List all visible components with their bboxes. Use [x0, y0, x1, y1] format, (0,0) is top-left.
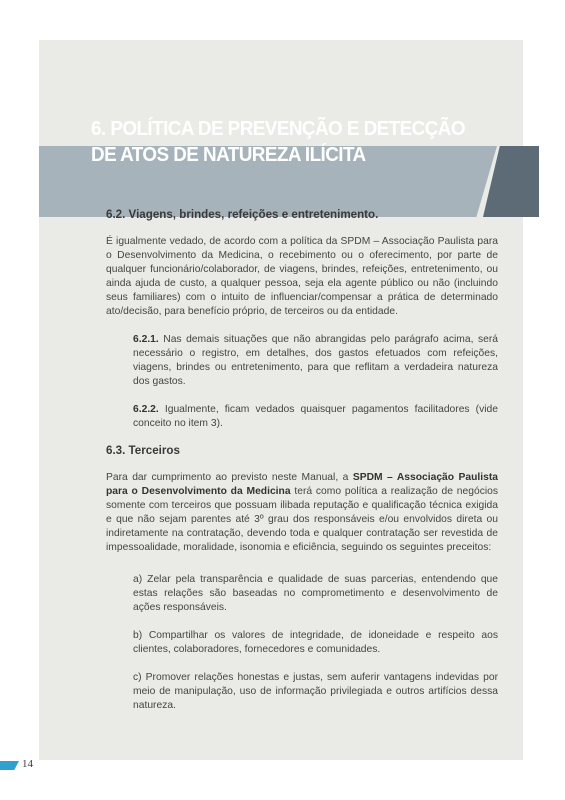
item-6-2-1 [106, 333, 498, 389]
item-6-2-2-text: Igualmente, ficam vedados quaisquer pagamentos facilitadores (vide conceito no item 3). [133, 404, 498, 429]
section-6-3-org-name: SPDM – Associação Paulista para o Desenvolvimento da Medicina [106, 472, 499, 497]
chapter-title [91, 116, 466, 168]
section-6-3-paragraph [106, 471, 498, 555]
item-6-2-1-number: 6.2.1. [133, 334, 159, 345]
footer-accent-mark [0, 761, 19, 770]
chapter-title-line-2: DE ATOS DE NATUREZA ILÍCITA [91, 143, 366, 166]
item-6-2-2 [106, 403, 498, 431]
section-heading-6-3: 6.3. Terceiros [106, 444, 180, 457]
content-body [106, 207, 498, 727]
item-6-2-1-text: Nas demais situações que não abrangidas pelo parágrafo acima, será necessário o registro, em detalhes, dos gastos efetuados com refeições, viagens, brindes ou entretenimento, para que reflitam a verdadeira natureza dos gastos. [133, 334, 498, 387]
section-heading-6-2: 6.2. Viagens, brindes, refeições e entretenimento. [106, 208, 379, 221]
page-number: 14 [22, 758, 33, 770]
section-6-3-pre: Para dar cumprimento ao previsto neste Manual, a [106, 472, 353, 483]
precept-a: a) Zelar pela transparência e qualidade de suas parcerias, entendendo que estas relações são baseadas no comprometimento e desenvolvimento de ações responsáveis. [133, 574, 498, 613]
section-6-3-post: terá como política a realização de negócios somente com terceiros que possuam ilibada reputação e qualificação técnica exigida e que não sejam parentes até 3º grau dos responsáveis e/ou envolvidos direta ou indiretamente na contratação, devendo toda e qualquer contratação ser revestida de impessoalidade, moralidade, isonomia e eficiência, seguindo os seguintes preceitos: [106, 486, 499, 553]
precept-b: b) Compartilhar os valores de integridade, de idoneidade e respeito aos clientes, colaboradores, fornecedores e comunidades. [133, 630, 498, 655]
chapter-title-line-1: 6. POLÍTICA DE PREVENÇÃO E DETECÇÃO [91, 117, 466, 140]
item-6-2-2-number: 6.2.2. [133, 404, 159, 415]
precept-c: c) Promover relações honestas e justas, sem auferir vantagens indevidas por meio de manipulação, uso de informação privilegiada e outros artifícios dessa natureza. [133, 672, 498, 711]
section-6-2-paragraph: É igualmente vedado, de acordo com a política da SPDM – Associação Paulista para o Desenvolvimento da Medicina, o recebimento ou o oferecimento, por parte de qualquer funcionário/colaborador, de viagens, brindes, refeições, entretenimento, ou ainda ajuda de custo, a qualquer pessoa, seja ela agente público ou não (incluindo seus familiares) com o intuito de influenciar/compensar a prática de determinado ato/decisão, para benefício próprio, de terceiros ou da entidade. [106, 236, 498, 317]
